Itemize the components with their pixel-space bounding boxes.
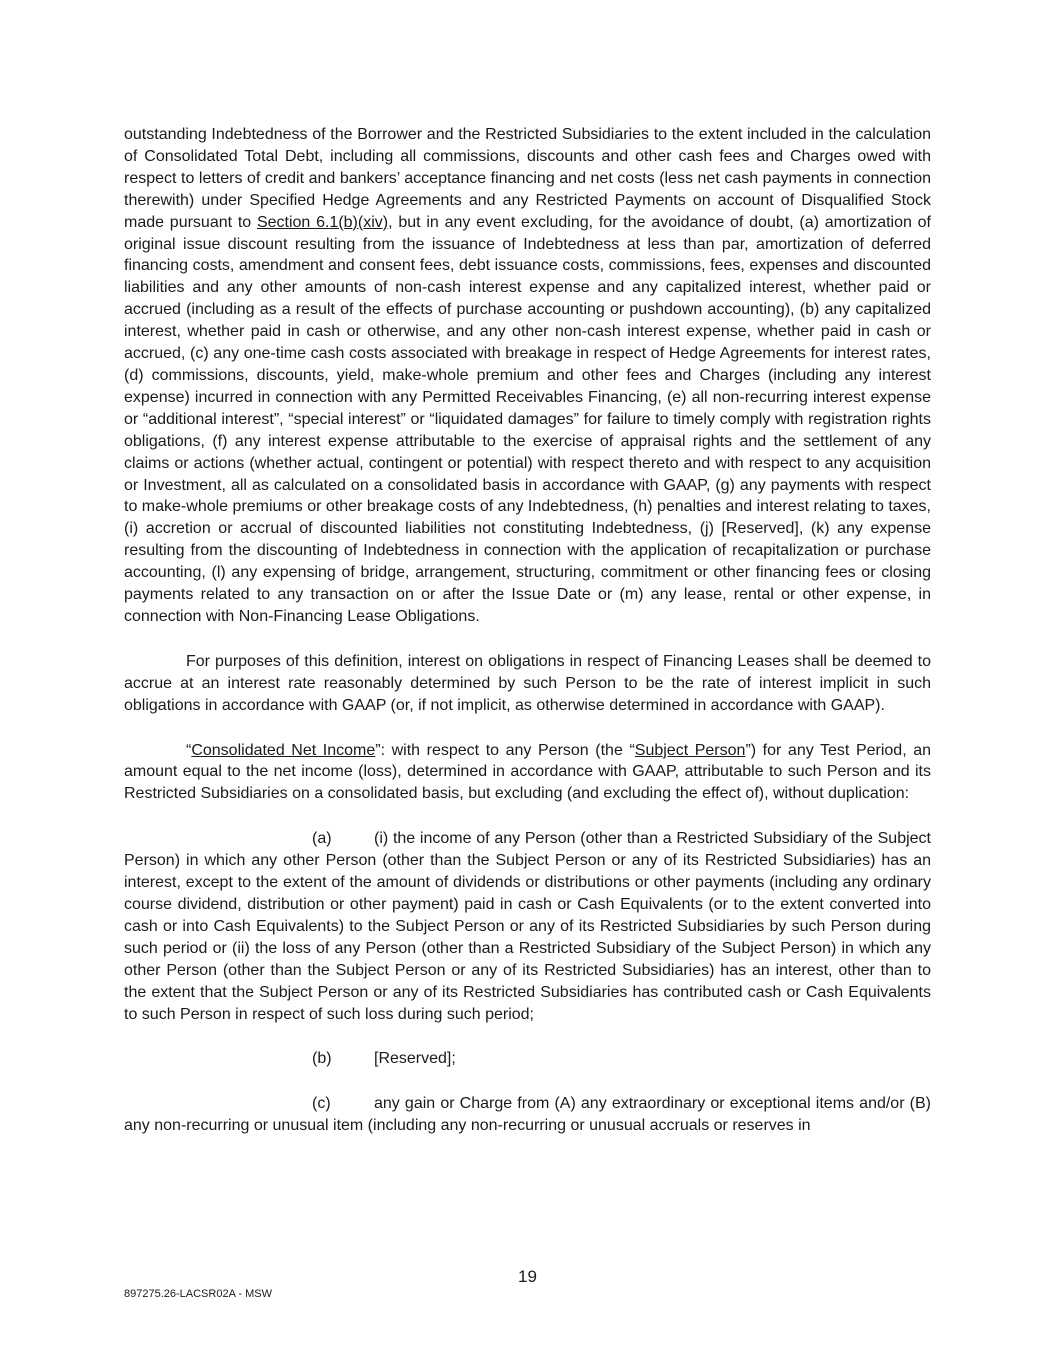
paragraph-text: outstanding Indebtedness of the Borrower and the Restricted Subsidiaries to the extent included in the calculation of Consolidated Total Debt, including all commissions, discounts and other cash fees and Charges owed with respect to letters of credit and bankers’ acceptance financing and net costs (less net cash payments in connection therewith) under Specified Hedge Agreements and any Restricted Payments on account of Disqualified Stock made pursuant to xyxy=(124,126,931,231)
item-text: (i) the income of any Person (other than a Restricted Subsidiary of the Subject Person) in which any other Person (other than the Subject Person or any of its Restricted Subsidiaries) has an interest, except to the extent of the amount of dividends or distributions or other payments (including any ordinary course dividend, distribution or other payment) paid in cash or Cash Equivalents (or to the extent converted into cash or into Cash Equivalents) to the Subject Person or any of its Restricted Subsidiaries by such Person during such period or (ii) the loss of any Person (other than a Restricted Subsidiary of the Subject Person) in which any other Person (other than the Subject Person or any of its Restricted Subsidiaries) has an interest, other than to the extent that the Subject Person or any of its Restricted Subsidiaries has contributed cash or Cash Equivalents to such Person in respect of such loss during such period; xyxy=(124,830,931,1023)
section-reference-link[interactable]: Section 6.1(b)(xiv) xyxy=(256,213,389,231)
list-item xyxy=(124,1048,931,1070)
definition-text: ”) for any Test Period, an amount equal to the net income (loss), determined in accordance with GAAP, attributable to such Person and its Restricted Subsidiaries on a consolidated basis, but excluding (and excluding the effect of), without duplication: xyxy=(124,741,932,803)
paragraph-text: , but in any event excluding, for the avoidance of doubt, (a) amortization of original issue discount resulting from the issuance of Indebtedness at less than par, amortization of deferred financing costs, amendment and consent fees, debt issuance costs, commissions, fees, expenses and discounted liabilities and any other amounts of non-cash interest expense and any capitalized interest, whether paid or accrued (including as a result of the effects of purchase accounting or pushdown accounting), (b) any capitalized interest, whether paid in cash or otherwise, and any other non-cash interest expense, whether paid in cash or accrued, (c) any one-time cash costs associated with breakage in respect of Hedge Agreements for interest rates, (d) commissions, discounts, yield, make-whole premium and other fees and Charges (including any interest expense) incurred in connection with any Permitted Receivables Financing, (e) all non-recurring interest expense or “additional interest”, “special interest” or “liquidated damages” for failure to timely comply with registration rights obligations, (f) any interest expense attributable to the exercise of appraisal rights and the settlement of any claims or actions (whether actual, contingent or potential) with respect thereto and with respect to any acquisition or Investment, all as calculated on a consolidated basis in accordance with GAAP, (g) any payments with respect to make-whole premiums or other breakage costs of any Indebtedness, (h) penalties and interest relating to taxes, (i) accretion or accrual of discounted liabilities not constituting Indebtedness, (j) [Reserved], (k) any expense resulting from the discounting of Indebtedness in connection with the application of recapitalization or purchase accounting, (l) any expensing of bridge, arrangement, structuring, commitment or other financing fees or closing payments related to any transaction on or after the Issue Date or (m) any lease, rental or other expense, in connection with Non-Financing Lease Obligations. xyxy=(124,213,931,625)
item-label: (b) xyxy=(312,1050,332,1068)
list-item xyxy=(124,828,931,1025)
item-text: [Reserved]; xyxy=(374,1050,456,1068)
definition-consolidated-net-income xyxy=(124,740,931,806)
document-page xyxy=(124,124,931,1137)
paragraph-interest-expense xyxy=(124,124,931,628)
list-item xyxy=(124,1093,931,1137)
item-label: (c) xyxy=(312,1095,331,1113)
page-number: 19 xyxy=(518,1267,537,1286)
item-label: (a) xyxy=(312,830,332,848)
paragraph-financing-leases: For purposes of this definition, interest on obligations in respect of Financing Leases shall be deemed to accrue at an interest rate reasonably determined by such Person to be the rate of interest implicit in such obligations in accordance with GAAP (or, if not implicit, as otherwise determined in accordance with GAAP). xyxy=(124,652,931,714)
item-text: any gain or Charge from (A) any extraordinary or exceptional items and/or (B) any non-recurring or unusual item (including any non-recurring or unusual accruals or reserves in xyxy=(124,1095,931,1135)
defined-term-subject-person: Subject Person xyxy=(634,741,746,759)
definition-text: ”: with respect to any Person (the “ xyxy=(375,741,635,759)
open-quote: “ xyxy=(186,741,192,759)
defined-term: Consolidated Net Income xyxy=(191,741,376,759)
document-id: 897275.26-LACSR02A - MSW xyxy=(124,1288,272,1300)
